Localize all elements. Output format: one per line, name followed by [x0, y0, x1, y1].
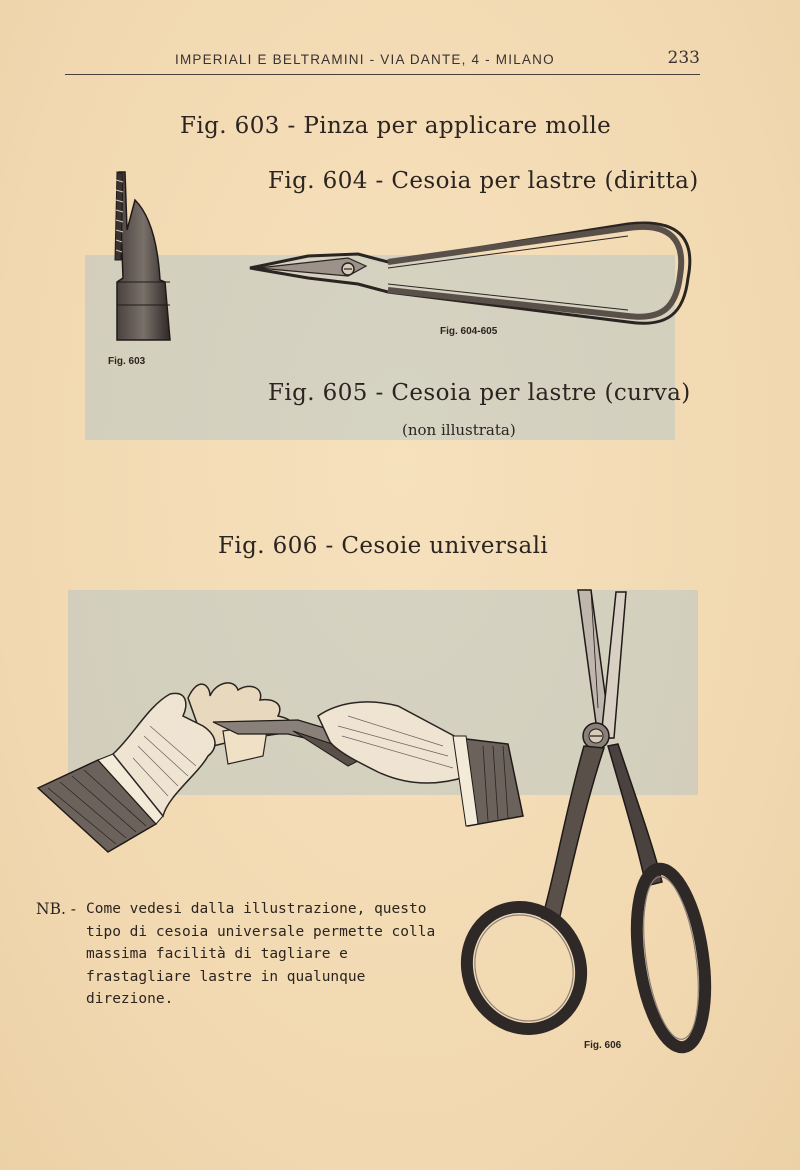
- nb-text: Come vedesi dalla illustrazione, questo tipo di cesoia universale permette colla massima facilità di tagliare e frastagliare lastre in qualunque direzione.: [86, 901, 436, 1007]
- straight-shears-icon: [248, 218, 693, 328]
- header-rule: [65, 74, 700, 75]
- hands-cutting-sheet-icon: [38, 676, 523, 856]
- running-head: [70, 46, 700, 76]
- fig-605-title: Fig. 605 - Cesoia per lastre (curva): [268, 380, 691, 406]
- fig-603-caption: Fig. 603: [108, 356, 146, 367]
- fig-604-605-caption: Fig. 604-605: [440, 326, 498, 337]
- pliers-icon: [105, 170, 180, 345]
- fig-606-caption: Fig. 606: [584, 1040, 622, 1051]
- nota-bene: [36, 898, 456, 1011]
- fig-603-title: Fig. 603 - Pinza per applicare molle: [180, 113, 612, 139]
- universal-shears-icon: [466, 588, 716, 1058]
- fig-604-title: Fig. 604 - Cesoia per lastre (diritta): [268, 168, 699, 194]
- nb-label: NB. -: [36, 900, 77, 918]
- publisher-line: IMPERIALI E BELTRAMINI - VIA DANTE, 4 - MILANO: [175, 52, 555, 67]
- page-number: 233: [667, 48, 700, 68]
- fig-606-title: Fig. 606 - Cesoie universali: [218, 533, 549, 559]
- fig-605-subtitle: (non illustrata): [402, 421, 516, 439]
